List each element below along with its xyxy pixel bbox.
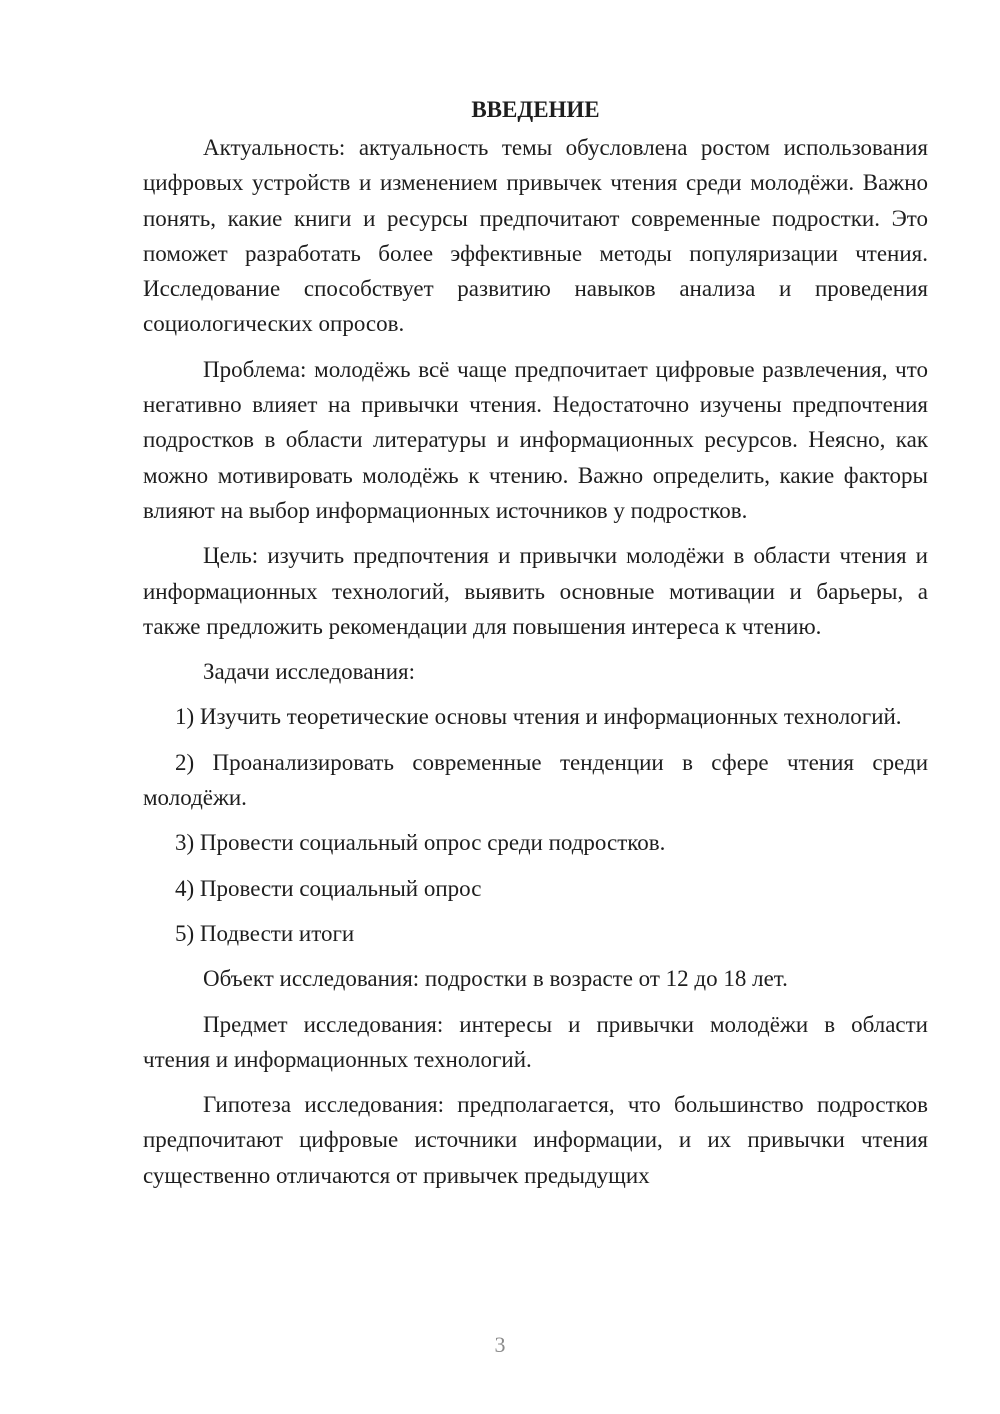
paragraph-object: Объект исследования: подростки в возрасте от 12 до 18 лет. <box>203 966 788 992</box>
paragraph-relevance: Актуальность: актуальность темы обусловлена ростом использования цифровых устройств и изменением привычек чтения среди молодёжи. Важно понять, какие книги и ресурсы предпочитают современные подростки. Это поможет разработать более эффективные методы популяризации чтения. Исследование способствует развитию навыков анализа и проведения социологических опросов. <box>143 135 928 337</box>
task-item-1: 1) Изучить теоретические основы чтения и информационных технологий. <box>175 704 902 730</box>
paragraph-hypothesis: Гипотеза исследования: предполагается, что большинство подростков предпочитают цифровые источники информации, и их привычки чтения существенно отличаются от привычек предыдущих <box>143 1092 928 1188</box>
paragraph-problem: Проблема: молодёжь всё чаще предпочитает цифровые развлечения, что негативно влияет на привычки чтения. Недостаточно изучены предпочтения подростков в области литературы и информационных ресурсов. Неясно, как можно мотивировать молодёжь к чтению. Важно определить, какие факторы влияют на выбор информационных источников у подростков. <box>143 356 928 523</box>
tasks-title: Задачи исследования: <box>203 659 416 685</box>
document-page <box>143 96 928 1193</box>
paragraph-subject: Предмет исследования: интересы и привычки молодёжи в области чтения и информационных технологий. <box>143 1011 928 1072</box>
paragraph-goal: Цель: изучить предпочтения и привычки молодёжи в области чтения и информационных технологий, выявить основные мотивации и барьеры, а также предложить рекомендации для повышения интереса к чтению. <box>143 543 928 639</box>
task-item-2: 2) Проанализировать современные тенденции в сфере чтения среди молодёжи. <box>143 749 928 811</box>
section-heading: ВВЕДЕНИЕ <box>471 97 600 122</box>
task-item-4: 4) Провести социальный опрос <box>175 875 482 901</box>
task-item-3: 3) Провести социальный опрос среди подростков. <box>175 830 666 856</box>
task-item-5: 5) Подвести итоги <box>175 920 355 946</box>
page-number: 3 <box>494 1332 506 1357</box>
